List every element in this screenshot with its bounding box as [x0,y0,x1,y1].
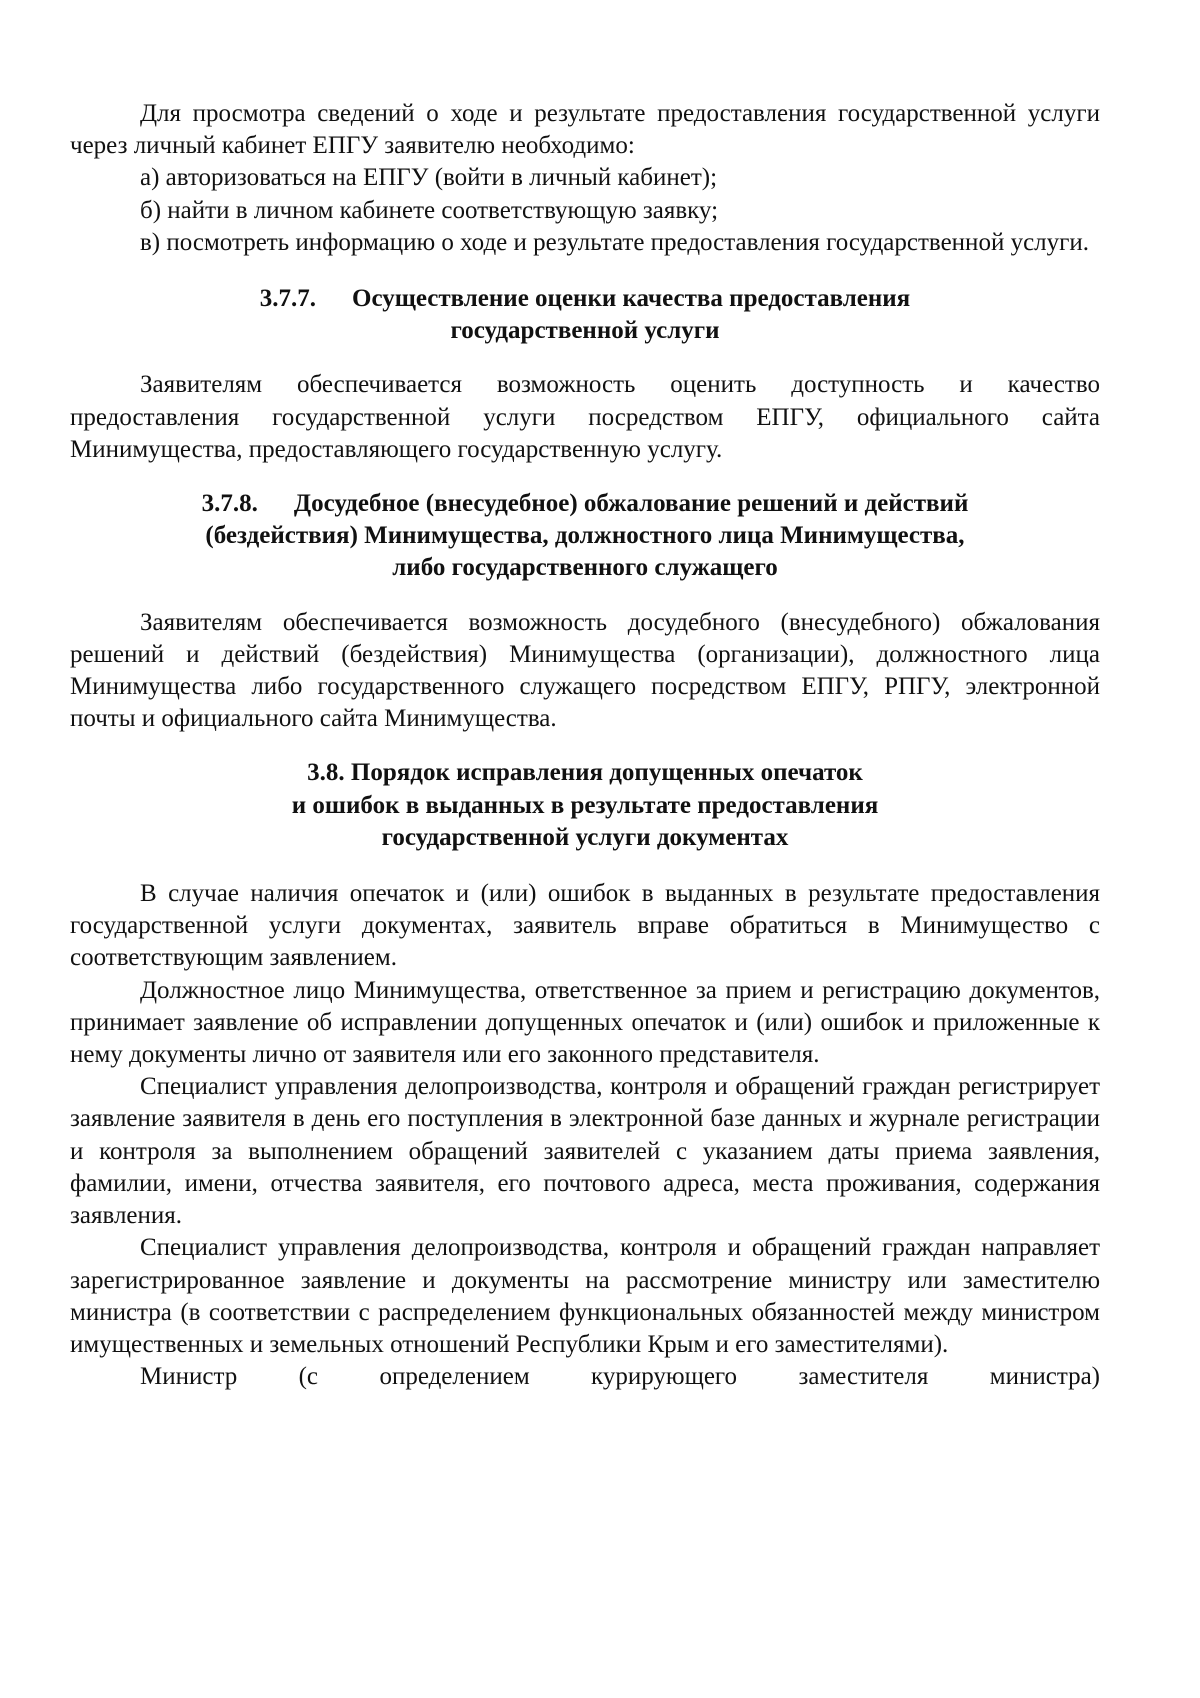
section-38-title-line2: и ошибок в выданных в результате предоставления [291,791,879,819]
section-38-heading [70,757,1100,854]
section-378-title-line3: либо государственного служащего [392,554,778,582]
section-377-title-line1: Осуществление оценки качества предоставления [352,285,911,313]
section-378-heading [70,488,1100,585]
list-item-a: а) авторизоваться на ЕПГУ (войти в личный кабинет); [140,164,718,192]
section-38-title-line1: 3.8. Порядок исправления допущенных опечаток [307,759,863,787]
section-377-title-line2: государственной услуги [450,317,720,345]
section-377-heading [70,283,1100,347]
section-38-paragraph-2: Должностное лицо Минимущества, ответственное за прием и регистрацию документов, принимает заявление об исправлении допущенных опечаток и (или) ошибок и приложенные к нему документы лично от заявителя или его законного представителя. [70,976,1100,1069]
section-38-paragraph-4: Специалист управления делопроизводства, контроля и обращений граждан направляет зарегистрированное заявление и документы на рассмотрение министру или заместителю министра (в соответствии с распределением функциональных обязанностей между министром имущественных и земельных отношений Республики Крым и его заместителями). [70,1234,1100,1358]
section-38-paragraph-1: В случае наличия опечаток и (или) ошибок в выданных в результате предоставления государственной услуги документах, заявитель вправе обратиться в Минимущество с соответствующим заявлением. [70,880,1100,972]
section-38-paragraph-3: Специалист управления делопроизводства, контроля и обращений граждан регистрирует заявление заявителя в день его поступления в электронной базе данных и журнале регистрации и контроля за выполнением обращений заявителей с указанием даты приема заявления, фамилии, имени, отчества заявителя, его почтового адреса, места проживания, содержания заявления. [70,1073,1100,1230]
section-377-text: Заявителям обеспечивается возможность оценить доступность и качество предоставления государственной услуги посредством ЕПГУ, официального сайта Минимущества, предоставляющего государственную услугу. [70,371,1100,463]
list-item-c: в) посмотреть информацию о ходе и результате предоставления государственной услуги. [140,228,1090,256]
section-378-title-line2: (бездействия) Минимущества, должностного лица Минимущества, [205,522,965,550]
section-377-number: 3.7.7. [259,285,317,313]
section-378-text: Заявителям обеспечивается возможность досудебного (внесудебного) обжалования решений и действий (бездействия) Минимущества (организации), должностного лица Минимущества либо государственного служащего посредством ЕПГУ, РПГУ, электронной почты и официального сайта Минимущества. [70,608,1100,733]
section-378-title-line1: Досудебное (внесудебное) обжалование решений и действий [293,490,969,518]
section-38-title-line3: государственной услуги документах [381,823,789,851]
section-38-paragraph-5: Министр (с определением курирующего заместителя министра) [140,1363,1100,1391]
paragraph-intro: Для просмотра сведений о ходе и результате предоставления государственной услуги через личный кабинет ЕПГУ заявителю необходимо: [70,100,1100,160]
section-378-number: 3.7.8. [201,490,258,518]
list-item-b: б) найти в личном кабинете соответствующую заявку; [140,196,719,224]
